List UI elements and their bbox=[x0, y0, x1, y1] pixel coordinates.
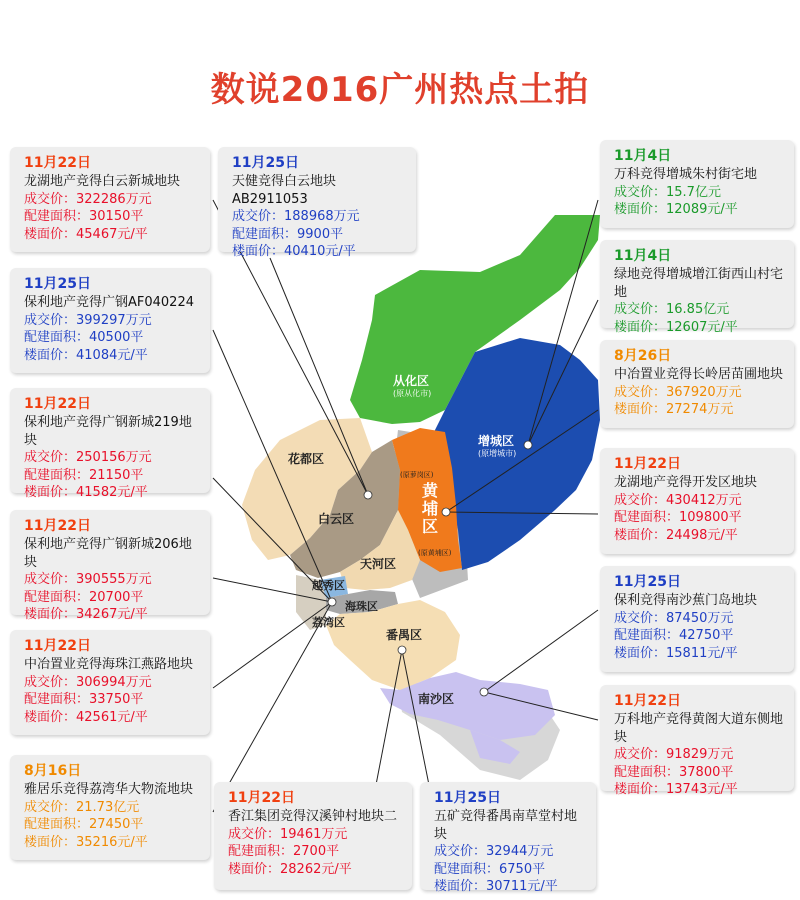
land-card[interactable]: 11月22日 中冶置业竞得海珠江燕路地块 成交价：306994万元 配建面积：33750平 楼面价：42561元/平 bbox=[10, 630, 210, 735]
land-card[interactable]: 11月25日 保利竞得南沙蕉门岛地块 成交价：87450万元 配建面积：42750平 楼面价：15811元/平 bbox=[600, 566, 794, 672]
land-card[interactable]: 11月25日 保利地产竞得广钢AF040224 成交价：399297万元 配建面积：40500平 楼面价：41084元/平 bbox=[10, 268, 210, 373]
label-baiyun: 白云区 bbox=[318, 512, 355, 526]
land-card[interactable]: 11月4日 万科竞得增城朱村街宅地 成交价：15.7亿元 楼面价：12089元/平 bbox=[600, 140, 794, 228]
label-huadu: 花都区 bbox=[288, 452, 325, 466]
land-card[interactable]: 11月25日 五矿竞得番禺南草堂村地块 成交价：32944万元 配建面积：6750平 楼面价：30711元/平 bbox=[420, 782, 596, 890]
label-huangpu-sub-top: (原萝岗区) bbox=[400, 471, 434, 479]
label-conghua: 从化区 (原从化市) bbox=[393, 374, 432, 398]
label-tianhe: 天河区 bbox=[360, 557, 397, 571]
land-card[interactable]: 8月26日 中冶置业竞得长岭居苗圃地块 成交价：367920万元 楼面价：27274万元 bbox=[600, 340, 794, 428]
label-yuexiu: 越秀区 bbox=[312, 579, 345, 592]
label-haizhu: 海珠区 bbox=[345, 600, 378, 613]
label-zengcheng: 增城区 (原增城市) bbox=[478, 434, 517, 458]
label-huangpu: 黄埔区 bbox=[421, 481, 438, 536]
land-card[interactable]: 11月22日 香江集团竞得汉溪钟村地块二 成交价：19461万元 配建面积：2700平 楼面价：28262元/平 bbox=[214, 782, 412, 890]
land-card[interactable]: 11月22日 龙湖地产竞得开发区地块 成交价：430412万元 配建面积：109800平 楼面价：24498元/平 bbox=[600, 448, 794, 554]
land-card[interactable]: 11月22日 保利地产竞得广钢新城206地块 成交价：390555万元 配建面积：20700平 楼面价：34267元/平 bbox=[10, 510, 210, 615]
land-card[interactable]: 11月4日 绿地竞得增城增江街西山村宅地 成交价：16.85亿元 楼面价：12607元/平 bbox=[600, 240, 794, 328]
label-nansha: 南沙区 bbox=[418, 692, 455, 706]
page-title: 数说2016广州热点土拍 bbox=[210, 70, 590, 110]
land-card[interactable]: 11月25日 天健竞得白云地块AB2911053 成交价：188968万元 配建面积：9900平 楼面价：40410元/平 bbox=[218, 147, 416, 252]
label-huangpu-sub-bottom: (原黄埔区) bbox=[418, 549, 452, 557]
land-card[interactable]: 11月22日 龙湖地产竞得白云新城地块 成交价：322286万元 配建面积：30150平 楼面价：45467元/平 bbox=[10, 147, 210, 252]
land-card[interactable]: 11月22日 万科地产竞得黄阁大道东侧地块 成交价：91829万元 配建面积：37800平 楼面价：13743元/平 bbox=[600, 685, 794, 791]
land-card[interactable]: 8月16日 雅居乐竞得荔湾华大物流地块 成交价：21.73亿元 配建面积：27450平 楼面价：35216元/平 bbox=[10, 755, 210, 860]
land-card[interactable]: 11月22日 保利地产竞得广钢新城219地块 成交价：250156万元 配建面积：21150平 楼面价：41582元/平 bbox=[10, 388, 210, 493]
label-panyu: 番禺区 bbox=[386, 628, 423, 642]
label-liwan: 荔湾区 bbox=[312, 616, 345, 629]
